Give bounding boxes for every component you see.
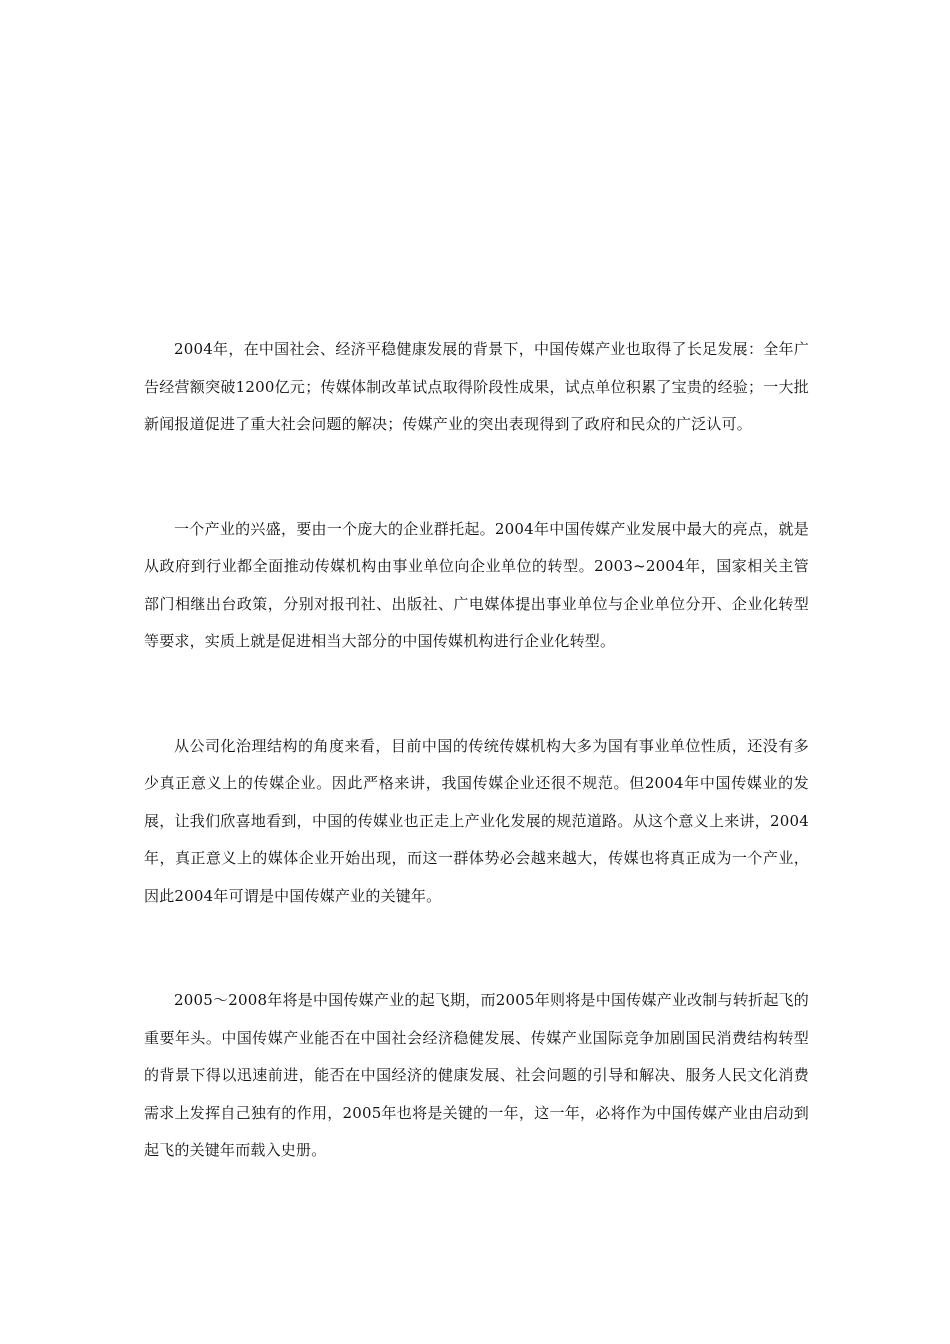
paragraph-3: 从公司化治理结构的角度来看，目前中国的传统传媒机构大多为国有事业单位性质，还没有多少真正意义上的传媒企业。因此严格来讲，我国传媒企业还很不规范。但2004年中国传媒业的发展，让我们欣喜地看到，中国的传媒业也正走上产业化发展的规范道路。从这个意义上来讲，2004年，真正意义上的媒体企业开始出现，而这一群体势必会越来越大，传媒也将真正成为一个产业，因此2004年可谓是中国传媒产业的关键年。 xyxy=(144,736,809,905)
paragraph-2: 一个产业的兴盛，要由一个庞大的企业群托起。2004年中国传媒产业发展中最大的亮点，就是从政府到行业都全面推动传媒机构由事业单位向企业单位的转型。2003~2004年，国家相关主管部门相继出台政策，分别对报刊社、出版社、广电媒体提出事业单位与企业单位分开、企业化转型等要求，实质上就是促进相当大部分的中国传媒机构进行企业化转型。 xyxy=(144,519,809,650)
paragraph-1: 2004年，在中国社会、经济平稳健康发展的背景下，中国传媒产业也取得了长足发展：全年广告经营额突破1200亿元；传媒体制改革试点取得阶段性成果，试点单位积累了宝贵的经验；一大批新闻报道促进了重大社会问题的解决；传媒产业的突出表现得到了政府和民众的广泛认可。 xyxy=(144,340,809,433)
document-body xyxy=(144,331,809,1170)
paragraph-4: 2005～2008年将是中国传媒产业的起飞期，而2005年则将是中国传媒产业改制与转折起飞的重要年头。中国传媒产业能否在中国社会经济稳健发展、传媒产业国际竞争加剧国民消费结构转型的背景下得以迅速前进，能否在中国经济的健康发展、社会问题的引导和解决、服务人民文化消费需求上发挥自己独有的作用，2005年也将是关键的一年，这一年，必将作为中国传媒产业由启动到起飞的关键年而载入史册。 xyxy=(144,991,809,1159)
